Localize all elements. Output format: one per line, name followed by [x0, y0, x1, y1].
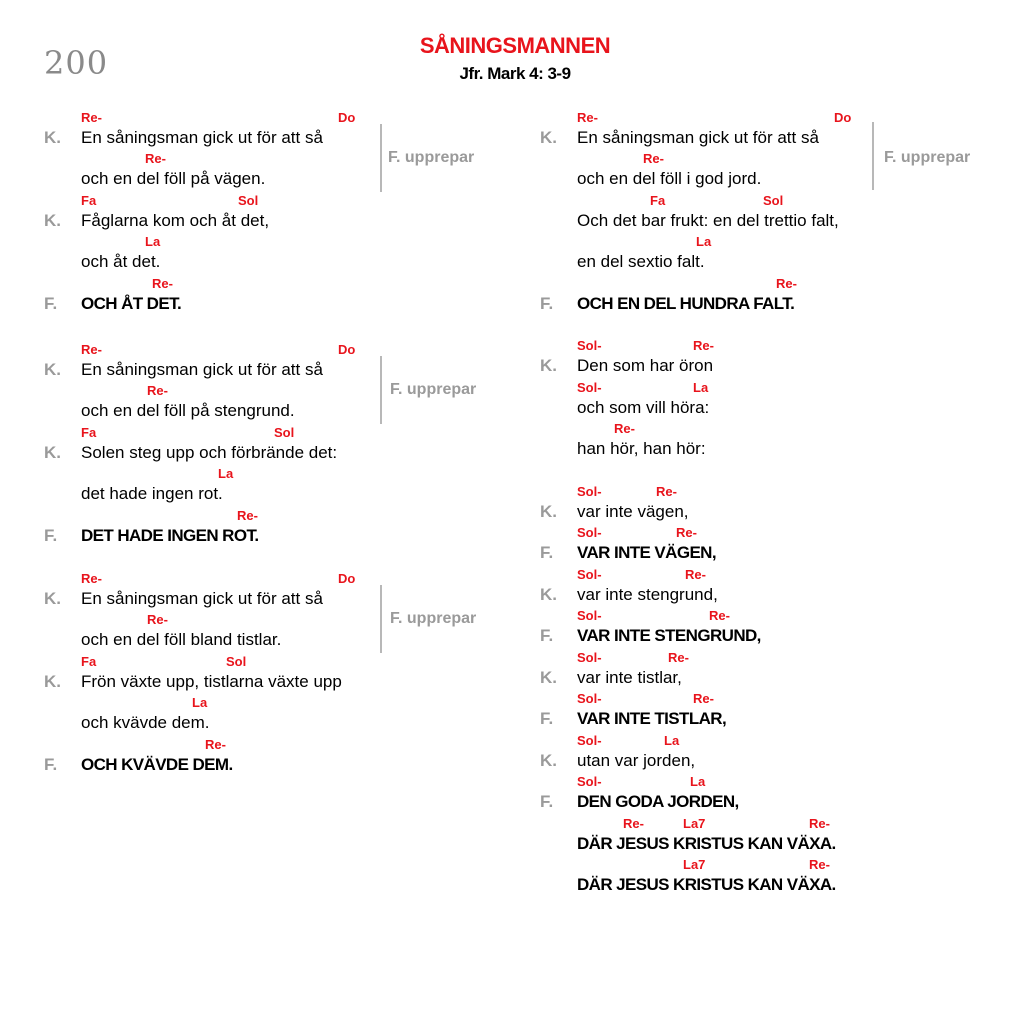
- line-label: K.: [44, 443, 61, 462]
- chord: Re-: [693, 338, 714, 353]
- lyric-line: utan var jorden,: [577, 751, 696, 770]
- line-label: F.: [44, 755, 58, 774]
- lyric-line: Och det bar frukt: en del trettio falt,: [577, 211, 839, 230]
- chord: Sol-: [577, 733, 602, 748]
- repeat-note: F. upprepar: [388, 149, 475, 166]
- line-label: F.: [540, 792, 554, 811]
- song-reference: Jfr. Mark 4: 3-9: [459, 64, 571, 83]
- lyric-line: och kvävde dem.: [81, 713, 210, 732]
- song-title: SÅNINGSMANNEN: [419, 33, 611, 58]
- lyric-line: och en del föll på vägen.: [81, 169, 266, 188]
- chord: Re-: [643, 151, 664, 166]
- chord: Fa: [81, 193, 97, 208]
- repeat-note: F. upprepar: [390, 381, 477, 398]
- lyric-line: Frön växte upp, tistlarna växte upp: [81, 672, 342, 691]
- line-label: F.: [540, 543, 554, 562]
- chord: La: [218, 466, 234, 481]
- lyric-line: VAR INTE TISTLAR,: [577, 709, 727, 728]
- chord: Sol: [238, 193, 259, 208]
- lyric-line: En såningsman gick ut för att så: [577, 128, 819, 147]
- lyric-line: En såningsman gick ut för att så: [81, 128, 323, 147]
- line-label: F.: [44, 526, 58, 545]
- line-label: K.: [44, 360, 61, 379]
- chord: Re-: [623, 816, 644, 831]
- repeat-note: F. upprepar: [884, 149, 971, 166]
- chord: La: [145, 234, 161, 249]
- chord: Re-: [809, 816, 830, 831]
- lyric-line: Solen steg upp och förbrände det:: [81, 443, 338, 462]
- line-label: F.: [540, 294, 554, 313]
- chord: Do: [834, 110, 852, 125]
- line-label: F.: [540, 709, 554, 728]
- repeat-note: F. upprepar: [390, 610, 477, 627]
- chord: Fa: [81, 654, 97, 669]
- chord: Re-: [237, 508, 258, 523]
- chord: Re-: [147, 612, 168, 627]
- chord: Re-: [809, 857, 830, 872]
- chord: Fa: [650, 193, 666, 208]
- chord: Re-: [614, 421, 635, 436]
- lyric-line: var inte stengrund,: [577, 585, 718, 604]
- chord: Sol: [226, 654, 247, 669]
- lyric-line: en del sextio falt.: [577, 252, 705, 271]
- chord: Re-: [668, 650, 689, 665]
- lyric-line: VAR INTE VÄGEN,: [577, 543, 716, 562]
- chord: Do: [338, 110, 356, 125]
- repeat-bracket: [380, 585, 382, 653]
- lyric-line: och som vill höra:: [577, 398, 710, 417]
- line-label: K.: [540, 128, 557, 147]
- chord: Sol-: [577, 650, 602, 665]
- chord: Re-: [693, 691, 714, 706]
- chord: Re-: [152, 276, 173, 291]
- line-label: K.: [540, 356, 557, 375]
- chord: Sol-: [577, 338, 602, 353]
- chord: Sol-: [577, 525, 602, 540]
- lyric-line: han hör, han hör:: [577, 439, 706, 458]
- line-label: K.: [540, 668, 557, 687]
- page-number: 200: [44, 44, 109, 82]
- chord: Re-: [205, 737, 226, 752]
- lyric-line: och en del föll bland tistlar.: [81, 630, 282, 649]
- lyric-line: En såningsman gick ut för att så: [81, 589, 323, 608]
- chord: Sol: [763, 193, 784, 208]
- lyric-line: Den som har öron: [577, 356, 714, 375]
- lyric-line: och en del föll på stengrund.: [81, 401, 295, 420]
- chord: Re-: [147, 383, 168, 398]
- chord: La7: [683, 816, 706, 831]
- chord: Do: [338, 571, 356, 586]
- chord: La: [693, 380, 709, 395]
- lyric-line: VAR INTE STENGRUND,: [577, 626, 761, 645]
- lyric-line: DEN GODA JORDEN,: [577, 792, 739, 811]
- lyric-line: En såningsman gick ut för att så: [81, 360, 323, 379]
- lyric-line: DET HADE INGEN ROT.: [81, 526, 259, 545]
- chord: Sol-: [577, 484, 602, 499]
- chord: Re-: [676, 525, 697, 540]
- lyric-line: DÄR JESUS KRISTUS KAN VÄXA.: [577, 875, 836, 894]
- chord: Sol-: [577, 608, 602, 623]
- chord: Re-: [685, 567, 706, 582]
- chord: Re-: [81, 110, 102, 125]
- line-label: K.: [44, 672, 61, 691]
- chord: Re-: [709, 608, 730, 623]
- chord: Sol-: [577, 567, 602, 582]
- chord: La7: [683, 857, 706, 872]
- line-label: F.: [540, 626, 554, 645]
- chord: La: [690, 774, 706, 789]
- lyric-line: Fåglarna kom och åt det,: [81, 211, 270, 230]
- chord: Re-: [145, 151, 166, 166]
- chord: Sol: [274, 425, 295, 440]
- lyric-line: OCH EN DEL HUNDRA FALT.: [577, 294, 795, 313]
- line-label: K.: [540, 585, 557, 604]
- lyric-line: var inte vägen,: [577, 502, 689, 521]
- chord: Sol-: [577, 691, 602, 706]
- chord: La: [664, 733, 680, 748]
- chord: Sol-: [577, 774, 602, 789]
- chord: Fa: [81, 425, 97, 440]
- chord: Do: [338, 342, 356, 357]
- lyric-line: OCH ÅT DET.: [81, 294, 182, 313]
- repeat-bracket: [380, 356, 382, 424]
- line-label: K.: [44, 211, 61, 230]
- chord: La: [192, 695, 208, 710]
- lyric-line: det hade ingen rot.: [81, 484, 223, 503]
- line-label: K.: [540, 502, 557, 521]
- line-label: K.: [44, 128, 61, 147]
- lyric-line: DÄR JESUS KRISTUS KAN VÄXA.: [577, 834, 836, 853]
- line-label: K.: [540, 751, 557, 770]
- line-label: K.: [44, 589, 61, 608]
- lyric-line: och åt det.: [81, 252, 161, 271]
- chord: Re-: [656, 484, 677, 499]
- chord: Re-: [81, 342, 102, 357]
- chord: Re-: [577, 110, 598, 125]
- line-label: F.: [44, 294, 58, 313]
- repeat-bracket: [872, 122, 874, 190]
- lyric-line: och en del föll i god jord.: [577, 169, 762, 188]
- chord: Re-: [776, 276, 797, 291]
- repeat-bracket: [380, 124, 382, 192]
- chord: La: [696, 234, 712, 249]
- chord: Re-: [81, 571, 102, 586]
- lyric-line: var inte tistlar,: [577, 668, 682, 687]
- chord: Sol-: [577, 380, 602, 395]
- lyric-line: OCH KVÄVDE DEM.: [81, 755, 233, 774]
